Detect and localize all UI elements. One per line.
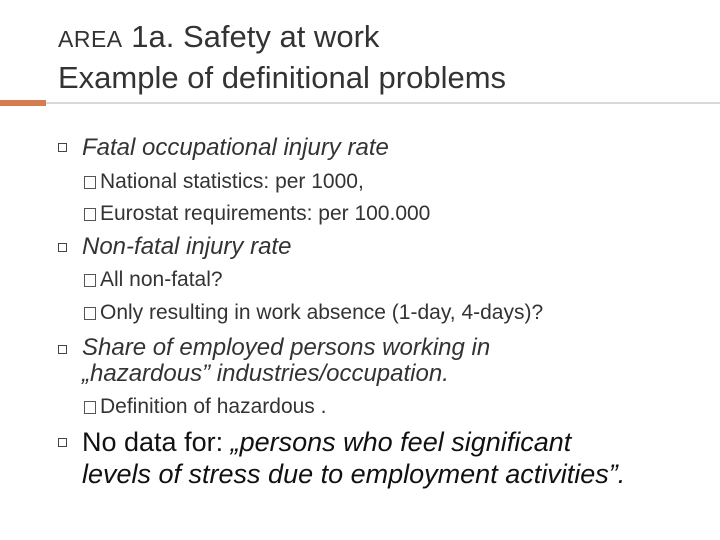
sub-bullet: Only resulting in work absence (1-day, 4-days)? (84, 301, 543, 325)
square-bullet-icon (58, 345, 67, 354)
no-data-prefix: No data for: (82, 427, 231, 457)
square-bullet-icon (58, 438, 67, 447)
title-line-1: 1a. Safety at work (131, 19, 380, 54)
title-divider (46, 102, 720, 104)
bullet-hazardous-share: Share of employed persons working in „hazardous” industries/occupation. (82, 334, 491, 387)
sub-bullet: National statistics: per 1000, (84, 170, 364, 194)
area-label: AREA (58, 26, 123, 52)
title-line-2: Example of definitional problems (58, 60, 507, 95)
checkbox-bullet-icon (84, 208, 96, 221)
checkbox-bullet-icon (84, 307, 96, 320)
checkbox-bullet-icon (84, 401, 96, 414)
bullet-non-fatal-injury-rate: Non-fatal injury rate (82, 233, 292, 260)
slide-title (58, 18, 698, 98)
bullet-no-data: No data for: „persons who feel significant levels of stress due to employment activities”. (82, 427, 626, 489)
square-bullet-icon (58, 243, 67, 252)
sub-bullet: All non-fatal? (84, 268, 223, 292)
checkbox-bullet-icon (84, 176, 96, 189)
sub-bullet: Eurostat requirements: per 100.000 (84, 202, 430, 226)
sub-bullet: Definition of hazardous . (84, 395, 326, 419)
checkbox-bullet-icon (84, 274, 96, 287)
square-bullet-icon (58, 143, 67, 152)
accent-bar (0, 100, 46, 106)
bullet-fatal-injury-rate: Fatal occupational injury rate (82, 134, 389, 161)
